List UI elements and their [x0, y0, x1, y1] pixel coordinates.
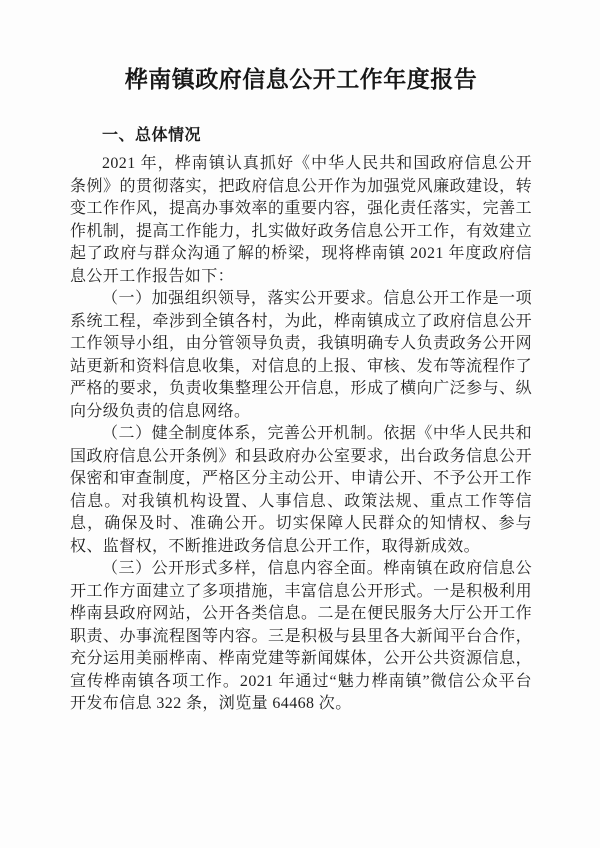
- document-title: 桦南镇政府信息公开工作年度报告: [124, 67, 478, 92]
- section-heading-overview: 一、总体情况: [102, 127, 202, 144]
- paragraph-intro: 2021 年，桦南镇认真抓好《中华人民共和国政府信息公开条例》的贯彻落实，把政府信息公开作为加强党风廉政建设，转变工作作风，提高办事效率的重要内容，强化责任落实，完善工作机制，提高工作能力，扎实做好政务信息公开工作，有效建立起了政府与群众沟通了解的桥梁，现将桦南镇 2021 年度政府信息公开工作报告如下：: [70, 155, 532, 285]
- paragraph-item-1-organization: （一）加强组织领导，落实公开要求。信息公开工作是一项系统工程，牵涉到全镇各村，为此，桦南镇成立了政府信息公开工作领导小组，由分管领导负责，我镇明确专人负责政务公开网站更新和资料信息收集，对信息的上报、审核、发布等流程作了严格的要求，负责收集整理公开信息，形成了横向广泛参与、纵向分级负责的信息网络。: [70, 290, 532, 420]
- document-body: [70, 153, 532, 716]
- paragraph-item-3-formats: （三）公开形式多样，信息内容全面。桦南镇在政府信息公开工作方面建立了多项措施，丰富信息公开形式。一是积极利用桦南县政府网站，公开各类信息。二是在便民服务大厅公开工作职责、办事流程图等内容。三是积极与县里各大新闻平台合作，充分运用美丽桦南、桦南党建等新闻媒体，公开公共资源信息，宣传桦南镇各项工作。2021 年通过“魅力桦南镇”微信公众平台开发布信息 322 条，浏览量 64468 次。: [70, 560, 532, 712]
- paragraph-item-2-institutions: （二）健全制度体系，完善公开机制。依据《中华人民共和国政府信息公开条例》和县政府办公室要求，出台政务信息公开保密和审查制度，严格区分主动公开、申请公开、不予公开工作信息。对我镇机构设置、人事信息、政策法规、重点工作等信息，确保及时、准确公开。切实保障人民群众的知情权、参与权、监督权，不断推进政务信息公开工作，取得新成效。: [70, 425, 532, 555]
